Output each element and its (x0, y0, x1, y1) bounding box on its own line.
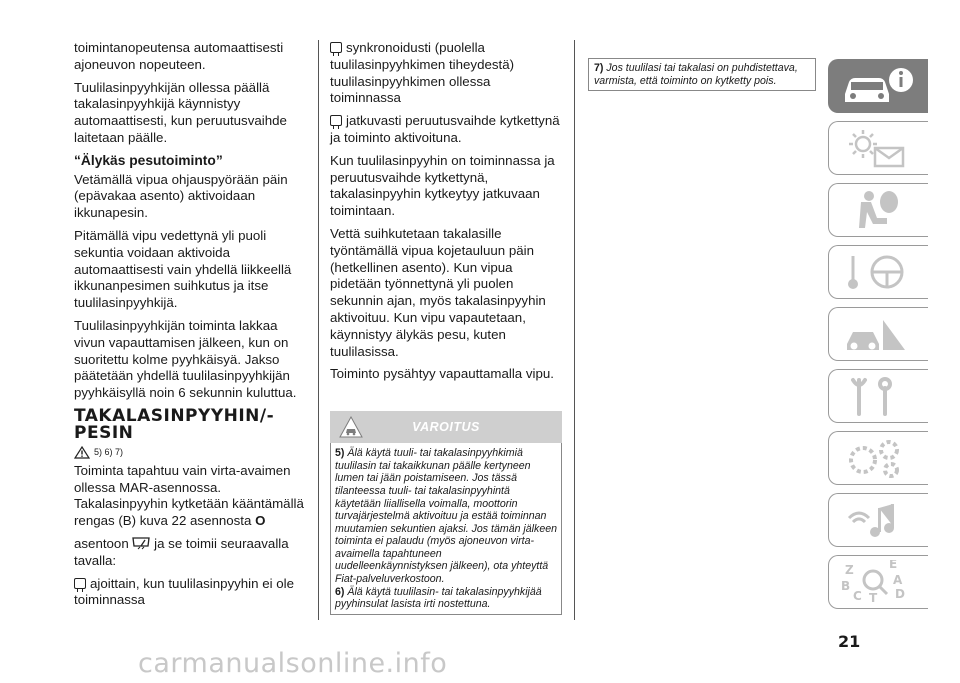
tools-icon (839, 374, 919, 418)
bullet-text: jatkuvasti peruutusvaihde kytkettynä ja toiminto aktivoituna. (330, 113, 560, 145)
warning-box-body (330, 443, 562, 615)
svg-text:D: D (895, 587, 905, 601)
svg-text:B: B (841, 579, 851, 593)
warning-item (335, 447, 557, 586)
bullet-text: ajoittain, kun tuulilasinpyyhin ei ole toiminnassa (74, 575, 295, 608)
paragraph: toimintanopeutensa automaattisesti ajoneuvon nopeuteen. (74, 40, 284, 72)
bullet-item (74, 576, 306, 610)
warning-number: 6) (335, 585, 345, 598)
paragraph: Tuulilasinpyyhkijän ollessa päällä takalasinpyyhkijä käynnistyy automaattisesti, kun peruutusvaihde laitetaan päälle. (74, 79, 287, 145)
column-divider (574, 40, 575, 620)
warning-lights-icon (839, 126, 919, 170)
page-number: 21 (838, 632, 861, 651)
paragraph: Vettä suihkutetaan takalasille työntämällä vipua kojetauluun päin (hetkellinen asento). Kun vipua pidetään työnnettynä yli puolen sekunnin ajan, myös takalasinpyyhin aktivoituu. Kun vipu vapautetaan, käynnistyy älykäs pesu, kuten tuulilasissa. (330, 225, 546, 359)
paragraph-text: asentoon (74, 535, 129, 551)
tab-index[interactable] (828, 555, 928, 609)
text-column-2 (330, 40, 562, 615)
tab-airbag-seat[interactable] (828, 183, 928, 237)
index-letters-icon (839, 560, 919, 604)
paragraph: Kun tuulilasinpyyhin on toiminnassa ja peruutusvaihde kytkettynä, takalasinpyyhin kytkeytyy jatkuvaan toimintaan. (330, 152, 555, 219)
warning-item (335, 586, 557, 611)
column-divider (318, 40, 319, 620)
bullet-item (330, 113, 562, 147)
svg-text:C: C (853, 589, 862, 603)
tab-gears[interactable] (828, 431, 928, 485)
paragraph: Vetämällä vipua ohjauspyörään päin (epävakaa asento) aktivoidaan ikkunapesin. (74, 171, 288, 221)
watermark: carmanualsonline.info (138, 648, 448, 679)
gears-icon (839, 436, 919, 480)
chapter-tabs (828, 59, 928, 617)
warning-text: Älä käytä tuulilasin- tai takalasinpyyhkijää pyyhinsulat lasista irti nostettuna. (335, 585, 542, 611)
steering-key-icon (839, 250, 919, 294)
bullet-icon (330, 115, 342, 126)
paragraph (74, 463, 306, 530)
tab-media[interactable] (828, 493, 928, 547)
warning-title: VAROITUS (412, 419, 480, 434)
paragraph: Tuulilasinpyyhkijän toiminta lakkaa vivun vapauttamisen jälkeen, kun on suoritettu kolme pyyhkäisyä. Jakso päätetään yhdellä tuulilasinpyyhkijän pyyhkäisyllä noin 6 sekunnin kuluttua. (74, 317, 297, 401)
subheading-smart-wash: “Älykäs pesutoiminto” (74, 152, 223, 168)
bullet-icon (330, 42, 342, 53)
tab-tools[interactable] (828, 369, 928, 423)
rear-wiper-icon (132, 536, 150, 550)
tab-steering-key[interactable] (828, 245, 928, 299)
reference-numbers: 5) 6) 7) (94, 446, 124, 457)
section-heading: TAKALASINPYYHIN/-PESIN (74, 405, 275, 443)
car-info-icon (839, 64, 919, 108)
warning-references (74, 444, 306, 461)
bullet-text: synkronoidusti (puolella tuulilasinpyyhkimen tiheydestä) tuulilasinpyyhkimen ollessa toiminnassa (330, 40, 515, 106)
airbag-seat-icon (839, 188, 919, 232)
note-item (594, 62, 810, 87)
crash-icon (839, 312, 919, 356)
paragraph: Pitämällä vipu vedettynä yli puoli sekuntia voidaan aktivoida automaattisesti vain yhdellä liikkeellä ikkunanpesimen suihkutus ja itse tuulilasinpyyhkijä. (74, 227, 292, 311)
tab-car-info[interactable] (828, 59, 928, 113)
bullet-item (330, 40, 562, 107)
warning-text: Älä käytä tuuli- tai takalasinpyyhkimiä tuulilasin tai takaikkunan päälle kertyneen lumen tai jään poistamiseen. Jos tässä tilanteessa tuuli- tai takalasinpyyhintä käytetään liiallisella voimalla, moottorin turvajärjestelmä aktivoituu ja estää toiminnan muutamien sekuntien ajaksi. Jos tämän jälkeen toiminta ei palaudu (myös ajoneuvon virta-avaimella tapahtuneen uudelleenkäynnistyksen jälkeen), ota yhteyttä Fiat-palveluverkostoon. (335, 447, 557, 586)
warning-triangle-icon (74, 446, 90, 459)
warning-number: 5) (335, 447, 345, 460)
text-column-3 (588, 58, 816, 91)
note-text: Jos tuulilasi tai takalasi on puhdistettava, varmista, että toiminto on kytketty pois. (594, 62, 798, 87)
svg-text:A: A (893, 573, 903, 587)
warning-box-header (330, 411, 562, 443)
svg-text:T: T (869, 591, 878, 604)
tab-crash[interactable] (828, 307, 928, 361)
bullet-icon (74, 578, 86, 589)
paragraph (74, 536, 306, 570)
media-music-icon (839, 498, 919, 542)
paragraph-text: Toiminta tapahtuu vain virta-avaimen ollessa MAR-asennossa. Takalasinpyyhin kytketään kääntämällä rengas (B) kuva 22 asennosta (74, 462, 304, 529)
paragraph: Toiminto pysähtyy vapauttamalla vipu. (330, 366, 554, 382)
position-symbol: O (255, 513, 266, 529)
svg-text:Z: Z (845, 563, 854, 577)
text-column-1 (74, 40, 306, 615)
note-box (588, 58, 816, 91)
paragraph-text: ja se toimii seuraavalla tavalla: (74, 535, 289, 568)
tab-warning-lights[interactable] (828, 121, 928, 175)
note-number: 7) (594, 62, 604, 74)
svg-text:E: E (889, 560, 898, 571)
